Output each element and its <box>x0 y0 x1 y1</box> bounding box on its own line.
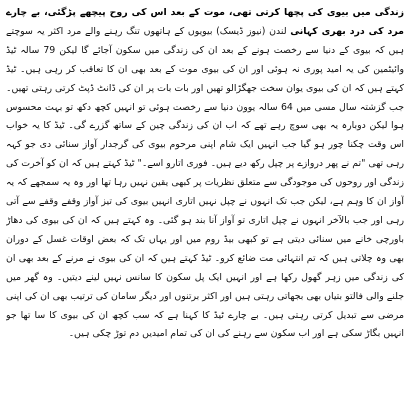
article-title: زندگی میں بیوی کی پچھا کرتی تھی، موت کے بعد اس کی روح پیچھے پڑگئی، بے چارے مرد کی درد بھری کہانی <box>6 7 404 37</box>
article-text <box>6 4 404 344</box>
article-body: لندن (نیوز ڈیسک) بیویوں کے ہاتھوں تنگ رہنے والے مرد اکثر یہ سوچتے ہیں کہ بیوی کے دنیا سے رخصت ہونے کے بعد ان کی زندگی میں سکون آجائے گا لیکن 79 سالہ ٹیڈ وائیٹمین کی یہ امید پوری نہ ہوئی اور ان کی بیوی موت کے بعد بھی ان کا تعاقب کر رہی ہیں۔ ٹیڈ کہتے ہیں کہ ان کی بیوی یوان سخت جھگڑالو تھیں اور بات بات پر ان کی ڈانٹ ڈپٹ کرتی رہتی تھیں۔ جب گزشتہ سال مسی میں 64 سالہ یوون دنیا سے رخصت ہوئی تو انہیں کچھ دکھ تو بہت محسوس ہوا لیکن دوبارہ یہ بھی سوچ رہے تھے کہ اب ان کی زندگی چین کے ساتھ گزرے گی۔ ٹیڈ کا یہ خواب اس وقت چکنا چور ہو گیا جب انہیں ایک شام اپنی مرحوم بیوی کی گرجدار آواز سنائی دی جو کہہ رہی تھی "تم نے پھر دروازے پر چپل رکھ دیے ہیں۔ فوری اتارو اسے۔" ٹیڈ کہتے ہیں کہ ان کو آخرت کی زندگی اور روحوں کی موجودگی سے متعلق نظریات پر کبھی یقین نہیں رہا تھا اور وہ یہ سمجھے کہ یہ آواز ان کا وہم ہے، لیکن جب تک انہوں نے چپل نہیں اتاری انہیں بیوی کی تیز آواز وقفے وقفے سے آتی رہی اور جب بالآخر انہوں نے چپل اتاری تو آواز آنا بند ہو گئی۔ وہ کہتے ہیں کہ ان کی بیوی کی دھاڑ باورچی خانے میں سنائی دیتی ہے تو کبھی بیڈ روم میں اور یہاں تک کہ بعض اوقات غسل کے دوران بھی وہ چلاتی ہیں کہ تم انتہائی مت ضائع کرو۔ ٹیڈ کہتے ہیں کہ ان کی بیوی نے مرنے کے بعد بھی ان کی زندگی میں زہر گھول رکھا ہے اور انہیں ایک پل سکون کا سانس نہیں لینے دیتیں۔ وہ گھر میں جلنے والی فالتو بتیاں بھی بجھاتی رہتی ہیں اور اکثر برتنوں اور دیگر سامان کی ترتیب بھی ان کی اپنی مرضی سے تبدیل کرتی رہتی ہیں۔ بے چارے ٹیڈ کا کہنا ہے کہ سب کچھ ان کی بیوی کا سا تھا جو انہیں بگاڑ سکی ہے اور اب سکون سے رہنے کی ان کی تمام امیدیں دم توڑ چکی ہیں۔ <box>6 25 404 340</box>
article <box>6 4 404 406</box>
